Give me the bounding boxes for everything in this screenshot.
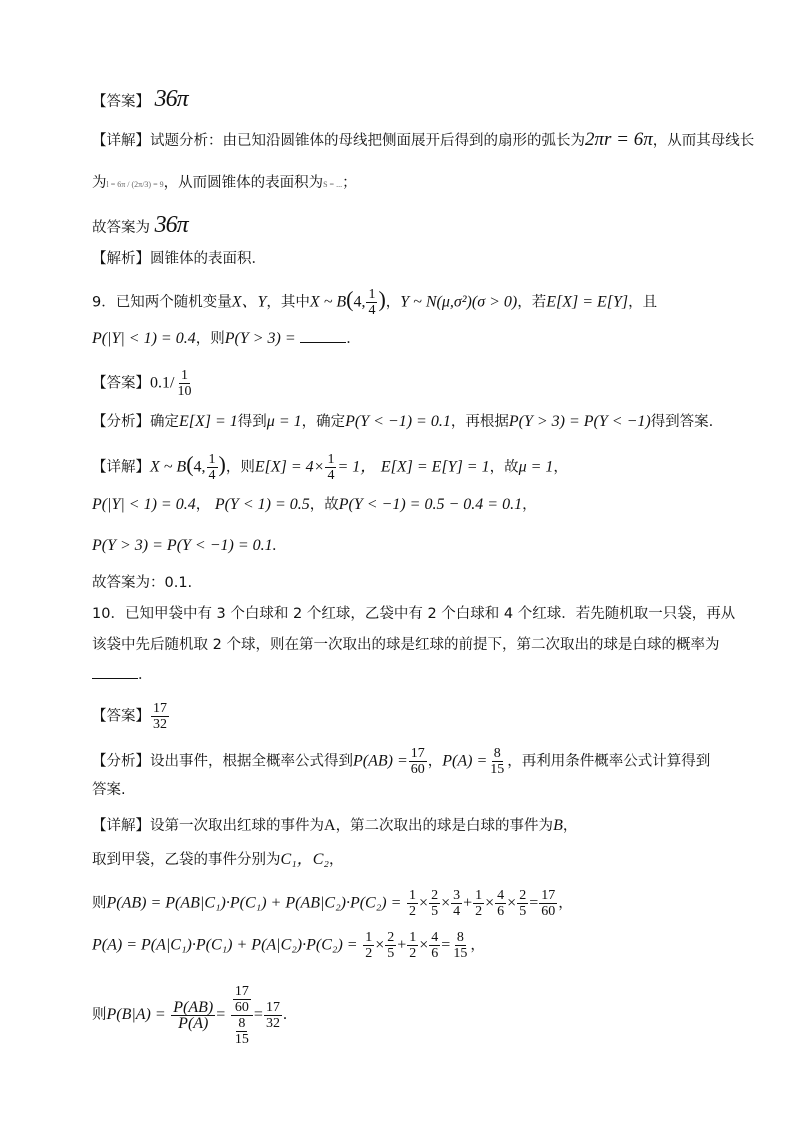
q9-conclusion: 故答案为：0.1. — [92, 575, 193, 591]
q10-stem-line-3: ． — [92, 664, 153, 686]
q10-detail-line-4: P(A) = P(A|C₁)·P(C₁) + P(A|C₂)·P(C₂) = $\frac{1}{2}$ × $\frac{2}{5}$ + $\frac{1}{2}$ × $\frac{4}{6}$ = $\frac{8}{15}$ ， — [92, 930, 485, 961]
q9-stem-line-2: P(|Y| < 1) = 0.4，则P(Y > 3) = ． — [92, 330, 361, 347]
q8-mother-length-formula: l = 6π / (2π/3) = 9 — [106, 180, 164, 189]
q8-detail-line-2 — [92, 172, 357, 196]
q9-stem: ，其中 — [266, 294, 310, 311]
q9-answer-blank — [300, 328, 346, 343]
q8-jiexi — [92, 248, 266, 270]
q8-detail-text: ，从而其母线长 — [652, 133, 755, 149]
q9-binomial: X ~ B — [309, 293, 347, 311]
q10-analysis-line-1: 【分析】设出事件，根据全概率公式得到P(AB) = $\frac{17}{60}$ ，P(A) = $\frac{8}{15}$ ，再利用条件概率公式计算得到 — [92, 746, 711, 777]
q9-normal: Y ~ N(μ,σ²)(σ > 0) — [400, 293, 518, 311]
q9-detail-line-1: 【详解】X ~ B(4, $\frac{1}{4}$ )，则E[X] = 4× $\frac{1}{4}$ = 1， E[X] = E[Y] = 1，故μ = 1， — [92, 451, 568, 483]
q8-arc-formula: 2πr = 6π — [585, 129, 653, 150]
q8-answer-line — [92, 88, 188, 113]
answer-tag: 【答案】 — [92, 708, 150, 725]
q10-stem: 10．已知甲袋中有 3 个白球和 2 个红球，乙袋中有 2 个白球和 4 个红球．若先随机取一只袋，再从 — [92, 606, 736, 622]
q10-answer-line — [92, 701, 170, 732]
q8-detail-line-1 — [92, 129, 754, 152]
q10-analysis-line-2: 答案. — [92, 782, 126, 798]
q9-answer-value: 0.1/ — [150, 374, 175, 392]
q10-stem: 该袋中先后随机取 2 个球，则在第一次取出的球是红球的前提下，第二次取出的球是白球的概率为 — [92, 637, 720, 653]
q9-stem-line-1: 9．已知两个随机变量X、Y，其中X ~ B(4, $\frac{1}{4}$ )，Y ~ N(μ,σ²)(σ > 0)，若E[X] = E[Y]，且 — [92, 286, 658, 318]
q9-fraction-1-4: $\frac{1}{4}$ — [368, 287, 376, 318]
q10-compound-fraction: 17 60 8 15 — [231, 984, 253, 1047]
q10-answer-fraction: $\frac{17}{32}$ — [153, 701, 167, 732]
detail-tag: 【详解】 — [92, 459, 150, 476]
q9-stem: 9．已知两个随机变量 — [92, 294, 232, 311]
q10-stem-line-2 — [92, 634, 719, 656]
jiexi-tag: 【解析】 — [92, 251, 150, 267]
q8-conclusion — [92, 214, 188, 239]
q8-conclusion-value: 36π — [154, 212, 188, 238]
q9-target: P(Y > 3) = — [224, 330, 296, 347]
q9-given: P(|Y| < 1) = 0.4 — [92, 330, 196, 347]
q8-conclusion-text: 故答案为 — [92, 220, 150, 236]
q10-answer-blank — [92, 664, 138, 679]
answer-tag: 【答案】 — [92, 375, 150, 392]
q9-answer-fraction: $\frac{1}{10}$ — [177, 368, 192, 399]
q9-detail-line-3: P(Y > 3) = P(Y < −1) = 0.1. — [92, 537, 277, 554]
q9-detail-line-2: P(|Y| < 1) = 0.4， P(Y < 1) = 0.5，故P(Y < −1) = 0.5 − 0.4 = 0.1， — [92, 496, 537, 513]
detail-tag: 【详解】 — [92, 818, 150, 834]
analysis-tag: 【分析】 — [92, 414, 150, 430]
q8-detail-text: 试题分析：由已知沿圆锥体的母线把侧面展开后得到的扇形的弧长为 — [150, 133, 585, 149]
answer-tag: 【答案】 — [92, 94, 150, 110]
q9-expectation-eq: E[X] = E[Y] — [546, 293, 629, 311]
q10-conditional-fraction: $\frac{P(AB)}{P(A)}$ — [173, 998, 214, 1032]
analysis-tag: 【分析】 — [92, 753, 150, 770]
q8-detail-text: 为 — [92, 175, 107, 191]
q9-analysis: 【分析】确定E[X] = 1得到μ = 1，确定P(Y < −1) = 0.1，再根据P(Y > 3) = P(Y < −1)得到答案. — [92, 413, 714, 430]
q10-detail-line-2: 取到甲袋，乙袋的事件分别为C₁，C₂， — [92, 851, 344, 868]
detail-tag: 【详解】 — [92, 133, 150, 149]
q8-jiexi-text: 圆锥体的表面积． — [150, 251, 266, 267]
q9-answer-line — [92, 368, 194, 399]
q10-stem-line-1 — [92, 603, 735, 625]
q10-detail-line-3: 则P(AB) = P(AB|C₁)·P(C₁) + P(AB|C₂)·P(C₂) = $\frac{1}{2}$ × $\frac{2}{5}$ × $\frac{3}{4}$ + $\frac{1}{2}$ × $\frac{4}{6}$ × $\frac{2}{5}$ = $\frac{17}{60}$ ， — [92, 888, 573, 919]
q8-surface-formula: S = ... — [323, 180, 343, 189]
q9-stem: X、Y — [231, 293, 267, 311]
q8-detail-text: ，从而圆锥体的表面积为 — [163, 175, 324, 191]
q8-answer-value: 36π — [154, 86, 188, 112]
q8-detail-text: ； — [342, 175, 357, 191]
q10-detail-line-5: 则P(B|A) = $\frac{P(AB)}{P(A)}$ = 17 60 8 15 = $\frac{17}{32}$ . — [92, 983, 287, 1047]
q10-detail-line-1: 【详解】设第一次取出红球的事件为A，第二次取出的球是白球的事件为B， — [92, 817, 578, 834]
